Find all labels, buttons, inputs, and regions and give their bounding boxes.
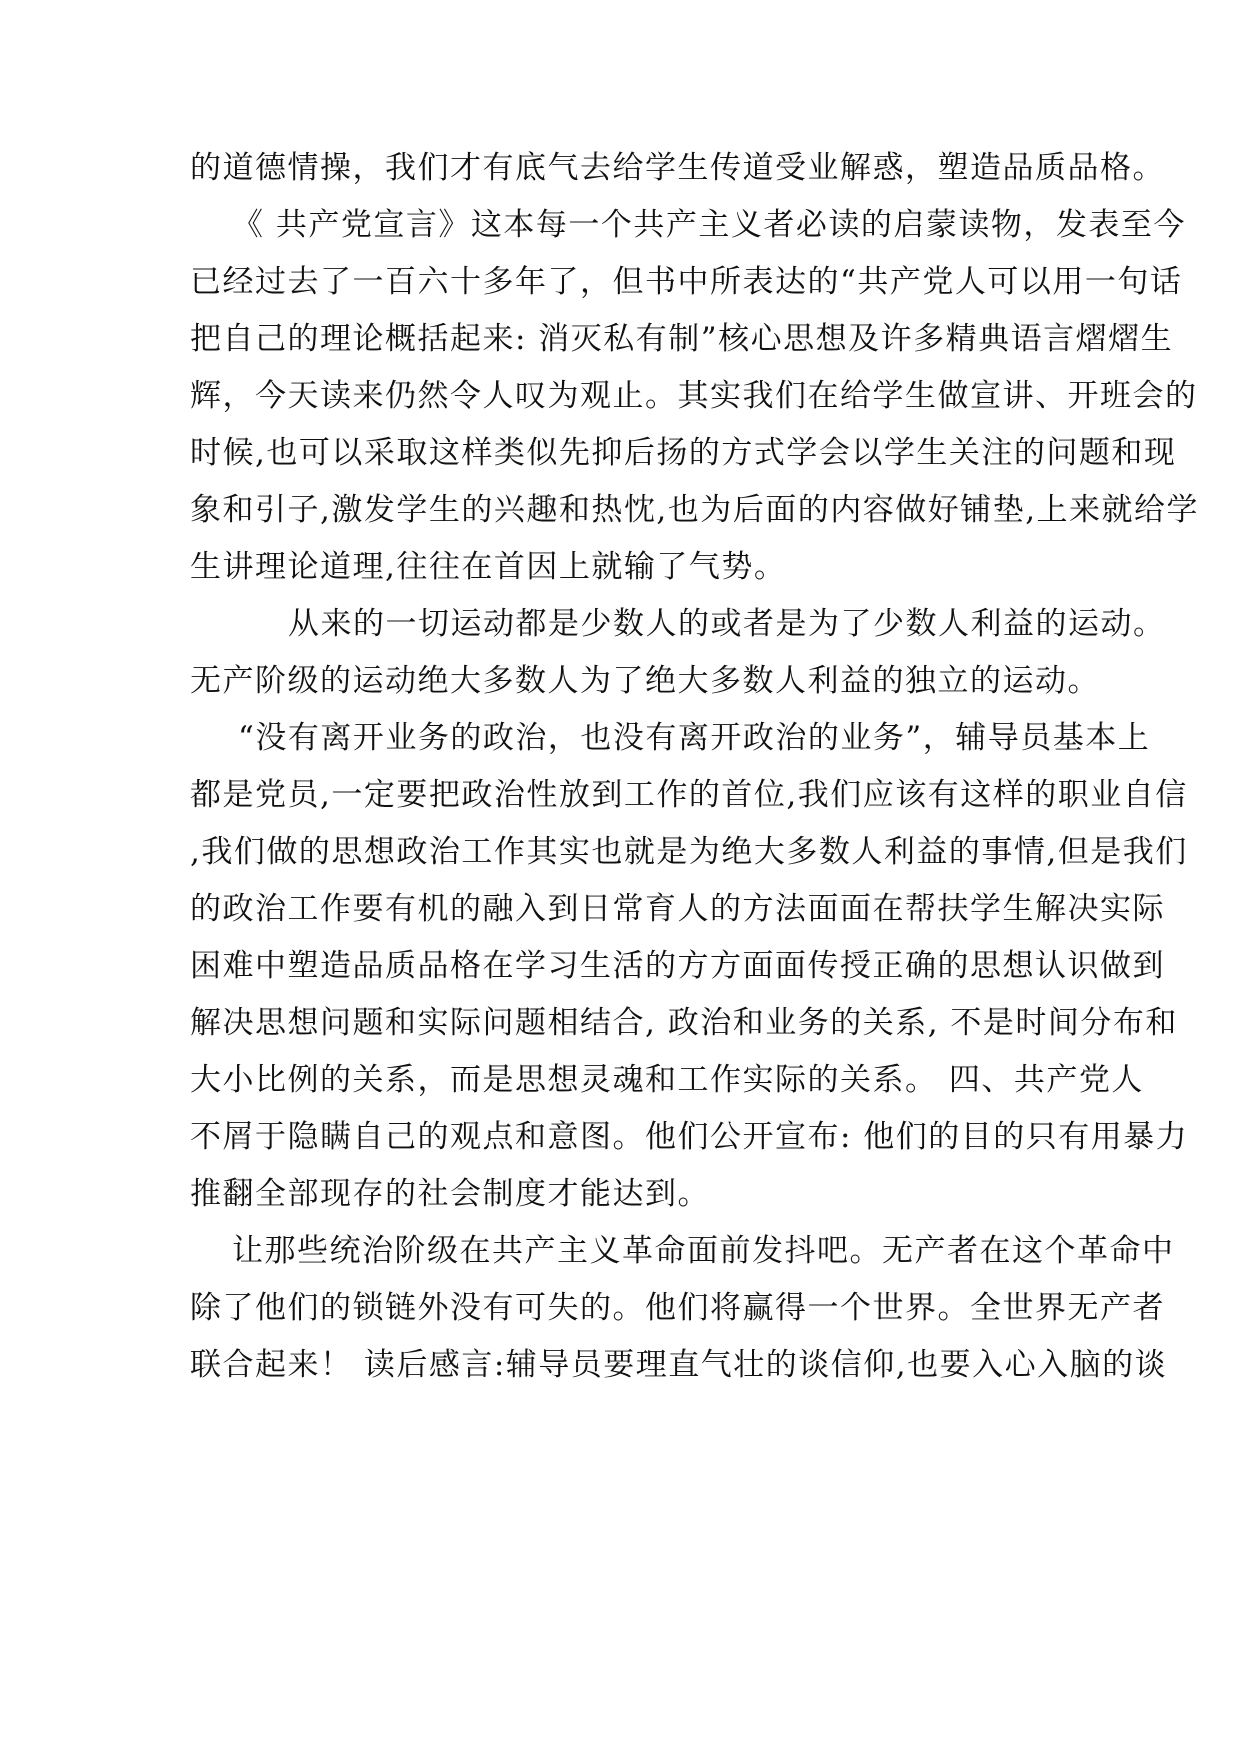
text-line: 联合起来！ 读后感言:辅导员要理直气壮的谈信仰,也要入心入脑的谈 (190, 1347, 1168, 1383)
text-line: 解决思想问题和实际问题相结合, 政治和业务的关系, 不是时间分布和 (190, 1005, 1178, 1041)
text-line: 把自己的理论概括起来: 消灭私有制”核心思想及许多精典语言熠熠生 (190, 321, 1174, 357)
text-line: 让那些统治阶级在共产主义革命面前发抖吧。无产者在这个革命中 (232, 1233, 1175, 1269)
text-line: 的政治工作要有机的融入到日常育人的方法面面在帮扶学生解决实际 (190, 891, 1165, 927)
text-line: 已经过去了一百六十多年了，但书中所表达的“共产党人可以用一句话 (190, 264, 1183, 300)
text-line: 辉，今天读来仍然令人叹为观止。其实我们在给学生做宣讲、开班会的 (190, 378, 1198, 414)
text-line: 生讲理论道理,往往在首因上就输了气势。 (190, 549, 787, 585)
text-line: 无产阶级的运动绝大多数人为了绝大多数人利益的独立的运动。 (190, 663, 1100, 699)
text-line: 推翻全部现存的社会制度才能达到。 (190, 1176, 710, 1212)
text-line: 都是党员,一定要把政治性放到工作的首位,我们应该有这样的职业自信 (190, 777, 1188, 813)
text-line: 的道德情操，我们才有底气去给学生传道受业解惑，塑造品质品格。 (190, 150, 1165, 186)
text-line: 时候,也可以采取这样类似先抑后扬的方式学会以学生关注的问题和现 (190, 435, 1177, 471)
text-line: 除了他们的锁链外没有可失的。他们将赢得一个世界。全世界无产者 (190, 1290, 1165, 1326)
text-line: “没有离开业务的政治，也没有离开政治的业务”，辅导员基本上 (238, 720, 1151, 756)
text-line: 《 共产党宣言》这本每一个共产主义者必读的启蒙读物，发表至今 (232, 207, 1186, 243)
text-line: ,我们做的思想政治工作其实也就是为绝大多数人利益的事情,但是我们 (190, 834, 1188, 870)
text-line: 不屑于隐瞒自己的观点和意图。他们公开宣布: 他们的目的只有用暴力 (190, 1119, 1189, 1155)
text-line: 象和引子,激发学生的兴趣和热忱,也为后面的内容做好铺垫,上来就给学 (190, 492, 1200, 528)
text-line: 困难中塑造品质品格在学习生活的方方面面传授正确的思想认识做到 (190, 948, 1165, 984)
text-line: 大小比例的关系，而是思想灵魂和工作实际的关系。 四、共产党人 (190, 1062, 1144, 1098)
text-line: 从来的一切运动都是少数人的或者是为了少数人利益的运动。 (288, 606, 1166, 642)
